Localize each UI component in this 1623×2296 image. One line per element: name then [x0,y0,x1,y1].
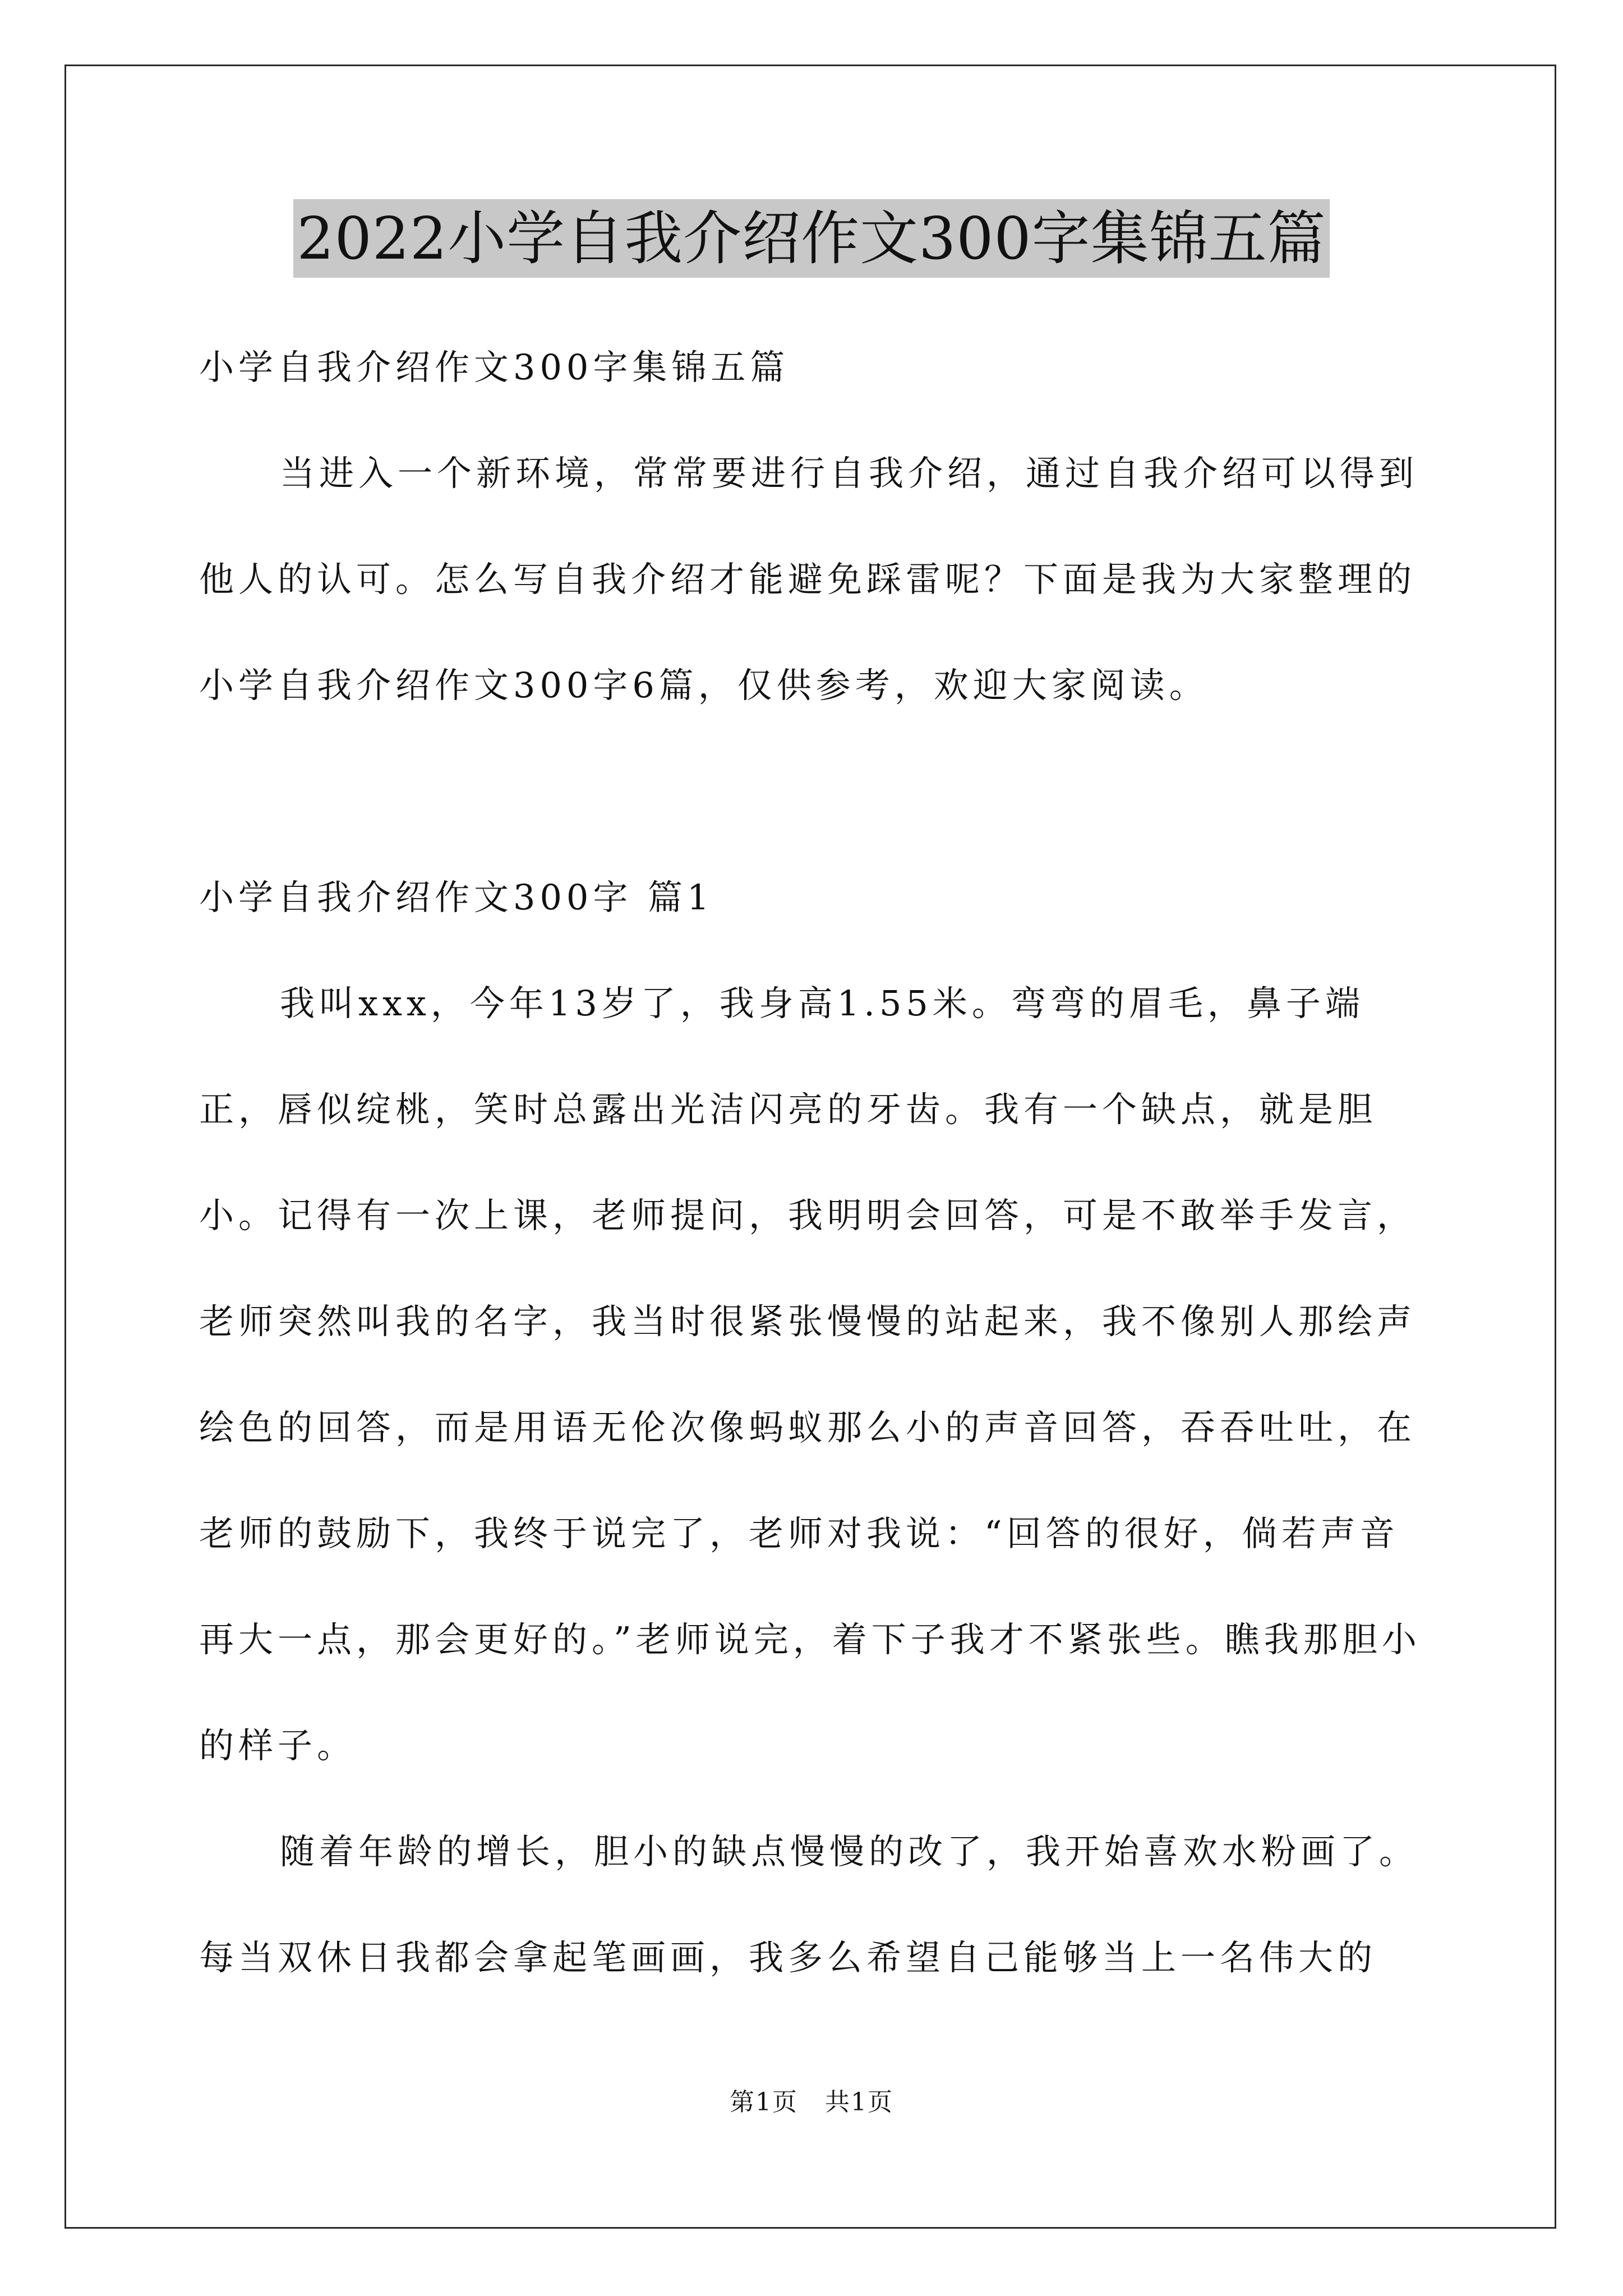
document-title: 2022小学自我介绍作文300字集锦五篇 [293,199,1329,278]
subtitle: 小学自我介绍作文300字集锦五篇 [199,347,790,388]
intro-paragraph: 当进入一个新环境，常常要进行自我介绍，通过自我介绍可以得到他人的认可。怎么写自我介绍才能避免踩雷呢？下面是我为大家整理的小学自我介绍作文300字6篇，仅供参考，欢迎大家阅读。 [199,453,1419,706]
body-paragraph-1: 我叫xxx，今年13岁了，我身高1.55米。弯弯的眉毛，鼻子端正，唇似绽桃，笑时总露出光洁闪亮的牙齿。我有一个缺点，就是胆小。记得有一次上课，老师提问，我明明会回答，可是不敢举手发言，老师突然叫我的名字，我当时很紧张慢慢的站起来，我不像别人那绘声绘色的回答，而是用语无伦次像蚂蚁那么小的声音回答，吞吞吐吐，在老师的鼓励下，我终于说完了，老师对我说：“回答的很好，倘若声音再大一点，那会更好的。”老师说完，着下子我才不紧张些。瞧我那胆小的样子。 [199,983,1421,1766]
document-body [199,314,1427,2010]
section-spacer [199,738,1427,844]
page-footer: 第1页 共1页 [730,2088,893,2116]
body-paragraph-2: 随着年龄的增长，胆小的缺点慢慢的改了，我开始喜欢水粉画了。每当双休日我都会拿起笔画画，我多么希望自己能够当上一名伟大的 [199,1831,1419,1978]
title-container [0,199,1623,278]
section-heading: 小学自我介绍作文300字 篇1 [199,877,714,918]
